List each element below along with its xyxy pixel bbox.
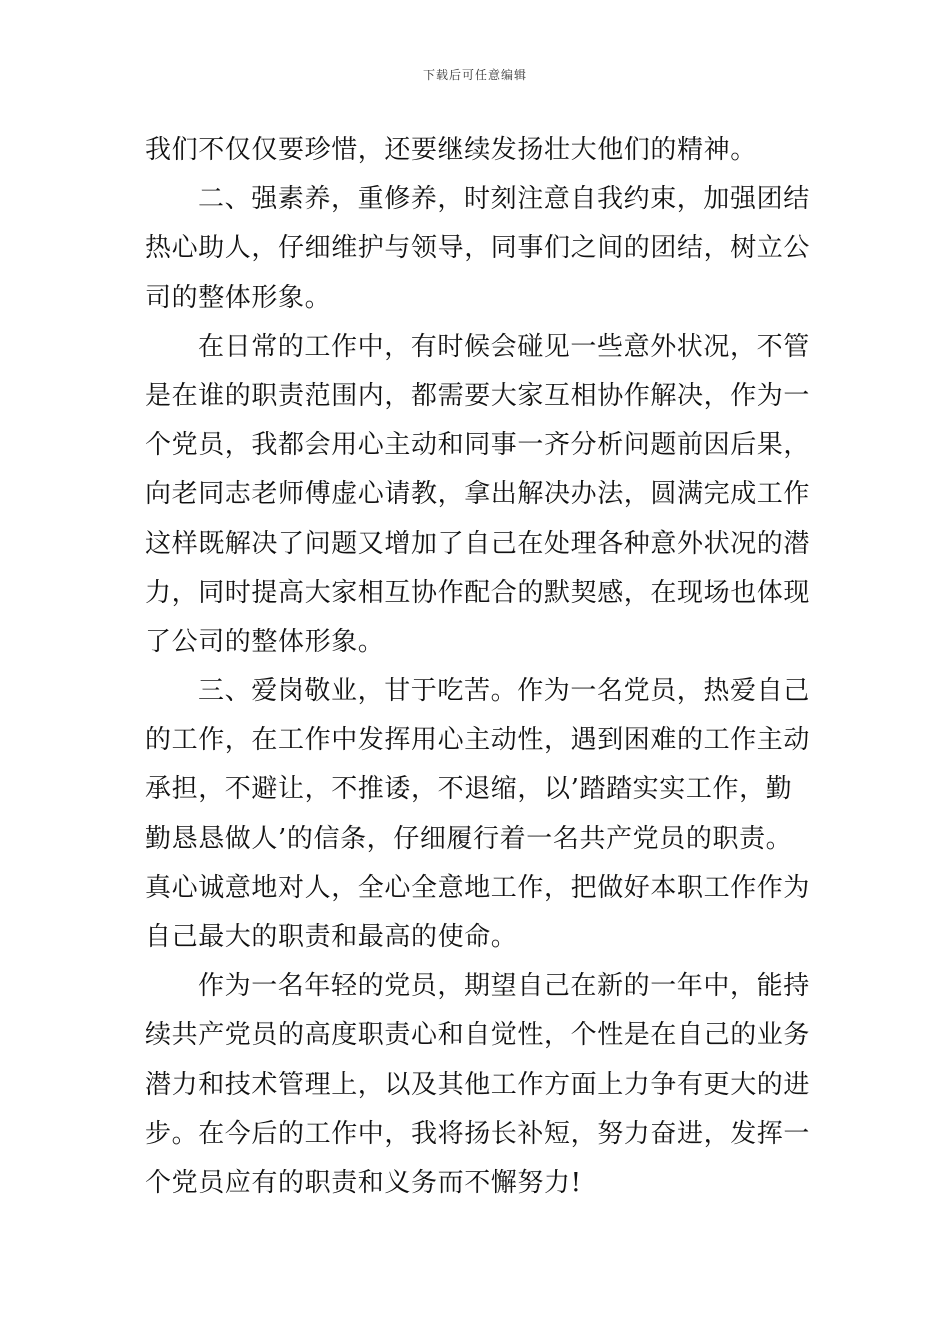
body-line: 自己最大的职责和最高的使命。: [145, 922, 518, 952]
body-line: 我们不仅仅要珍惜，还要继续发扬壮大他们的精神。: [145, 135, 757, 165]
body-line: 续共产党员的高度职责心和自觉性，个性是在自己的业务: [145, 1020, 811, 1051]
body-line: 真心诚意地对人，全心全意地工作，把做好本职工作作为: [145, 872, 811, 903]
body-line: 勤恳恳做人’的信条，仔细履行着一名共产党员的职责。: [145, 823, 793, 854]
body-line: 了公司的整体形象。: [145, 626, 385, 657]
body-line: 司的整体形象。: [145, 282, 332, 313]
body-line: 这样既解决了问题又增加了自己在处理各种意外状况的潜: [145, 528, 811, 559]
header-note: 下载后可任意编辑: [422, 68, 527, 82]
body-line: 是在谁的职责范围内，都需要大家互相协作解决，作为一: [145, 380, 811, 411]
paragraph-start-line: 二、强素养，重修养，时刻注意自我约束，加强团结: [198, 184, 810, 215]
body-line: 个党员，我都会用心主动和同事一齐分析问题前因后果，: [145, 430, 811, 461]
body-line: 的工作，在工作中发挥用心主动性，遇到困难的工作主动: [145, 725, 811, 756]
paragraph-start-line: 在日常的工作中，有时候会碰见一些意外状况，不管: [198, 331, 810, 362]
body-line: 热心助人，仔细维护与领导，同事们之间的团结，树立公: [145, 233, 811, 264]
body-line: 潜力和技术管理上，以及其他工作方面上力争有更大的进: [145, 1069, 811, 1100]
paragraph-start-line: 作为一名年轻的党员，期望自己在新的一年中，能持: [198, 971, 810, 1002]
body-line: 个党员应有的职责和义务而不懈努力!: [145, 1167, 582, 1198]
body-line: 力，同时提高大家相互协作配合的默契感，在现场也体现: [145, 577, 811, 608]
body-line: 承担，不避让，不推诿，不退缩，以’踏踏实实工作，勤: [145, 774, 793, 805]
body-line: 向老同志老师傅虚心请教，拿出解决办法，圆满完成工作: [145, 479, 811, 510]
body-line: 步。在今后的工作中，我将扬长补短，努力奋进，发挥一: [145, 1118, 811, 1149]
paragraph-start-line: 三、爱岗敬业，甘于吃苦。作为一名党员，热爱自己: [198, 676, 810, 707]
document-body: [145, 126, 811, 1208]
